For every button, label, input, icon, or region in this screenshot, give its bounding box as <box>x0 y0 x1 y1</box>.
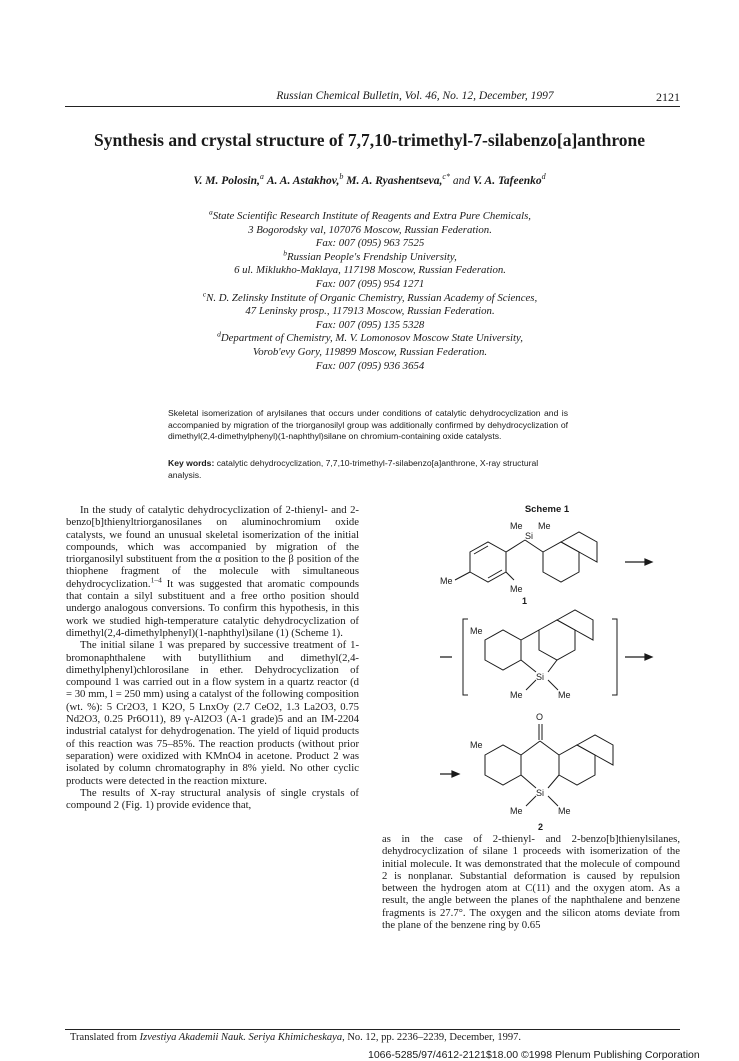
affiliation-line: Fax: 007 (095) 954 1271 <box>315 277 425 290</box>
page-number: 2121 <box>656 90 680 104</box>
author-affil-sup: b <box>339 172 344 182</box>
affiliation-sup: c <box>202 288 207 298</box>
methyl-label: Me <box>510 521 523 531</box>
affiliation-line: Fax: 007 (095) 936 3654 <box>315 359 425 372</box>
reaction-scheme <box>440 512 700 832</box>
affiliation-line <box>100 207 640 224</box>
affiliation-line: Vorob'evy Gory, 119899 Moscow, Russian Federation. <box>252 345 488 358</box>
scheme-title: Scheme 1 <box>524 504 570 515</box>
oxygen-label: O <box>536 712 544 722</box>
affiliation-text: Russian People's Frendship University, <box>286 250 457 263</box>
source-journal: Izvestiya Akademii Nauk. Seriya Khimicheskaya, <box>139 1032 345 1043</box>
paragraph-text: It was suggested that aromatic compounds that contain a silyl substituent and a free ortho position should undergo analogous conversions. To confirm this hypothesis, in this work we studied high-temperature catalytic dehydrocyclization of dimethyl(2,4-dimethylphenyl)(1-naphthyl)silane (1) (Scheme 1). <box>66 577 359 639</box>
methyl-label: Me <box>470 740 483 750</box>
affiliation-line: 47 Leninsky prosp., 117913 Moscow, Russian Federation. <box>245 305 495 318</box>
methyl-label: Me <box>510 806 523 816</box>
affiliation-text: State Scientific Research Institute of Reagents and Extra Pure Chemicals, <box>212 210 531 222</box>
paragraph-text: In the study of catalytic dehydrocyclization of 2-thienyl- and 2-benzo[b]thienyltriorganosilanes on aluminochromium oxide catalysts, we found an unusual skeletal isomerization of the initial compounds, which was accompanied by migration of the triorganosilyl substituent from the α position to the β position of the thiophene fragment of the molecule with simultaneous dehydrocyclization. <box>66 504 359 590</box>
body-paragraph: The results of X-ray structural analysis of single crystals of compound 2 (Fig. 1) provide evidence that, <box>66 786 359 812</box>
affiliation-text: Department of Chemistry, M. V. Lomonosov Moscow State University, <box>220 332 523 345</box>
journal-citation: Russian Chemical Bulletin, Vol. 46, No. 12, December, 1997 <box>276 90 554 102</box>
citation-ref: 1–4 <box>150 575 162 585</box>
keywords <box>168 458 568 481</box>
affiliation-line <box>100 329 640 346</box>
body-paragraph: as in the case of 2-thienyl- and 2-benzo[b]thienylsilanes, dehydrocyclization of silane 1 proceeds with isomerization of the initial molecule. It was demonstrated that the molecule of compound 2 is nonplanar. Substantial deformation is caused by repulsion between the hydrogen atom at C(11) and the oxygen atom. As a result, the angle between the planes of the naphthalene and benzene fragments is 27.7°. The oxygen and the silicon atoms deviate from the plane of the benzene ring by 0.65 <box>382 833 680 932</box>
arrow-icon <box>625 559 652 565</box>
abstract: Skeletal isomerization of arylsilanes that occurs under conditions of catalytic dehydrocyclization and is accompanied by migration of the triorganosilyl group was additionally confirmed by dehydrocyclization of dimethyl(2,4-dimethylphenyl)(1-naphthyl)silane on chromium-containing oxide catalysts. <box>168 408 568 442</box>
affiliation-line <box>100 248 640 265</box>
translation-note <box>70 1032 690 1043</box>
methyl-label: Me <box>510 584 523 594</box>
arrow-icon <box>440 654 652 660</box>
affiliation-sup: d <box>217 329 221 339</box>
body-column-left <box>66 504 359 811</box>
author-name: V. A. Tafeenko <box>473 175 542 187</box>
methyl-label: Me <box>510 690 523 700</box>
author-name: V. M. Polosin, <box>193 175 260 187</box>
author-affil-sup: a <box>259 172 264 182</box>
translation-prefix: Translated from <box>70 1032 137 1043</box>
affiliation-line: 3 Bogorodsky val, 107076 Moscow, Russian Federation. <box>248 223 492 236</box>
affiliation-text: N. D. Zelinsky Institute of Organic Chemistry, Russian Academy of Sciences, <box>206 291 538 304</box>
body-column-right <box>382 833 680 931</box>
compound-number: 1 <box>522 596 528 606</box>
keywords-text: catalytic dehydrocyclization, 7,7,10-trimethyl-7-silabenzo[a]anthrone, X-ray structural analysis. <box>168 458 539 480</box>
affiliation-line: Fax: 007 (095) 135 5328 <box>315 318 425 331</box>
article-title: Synthesis and crystal structure of 7,7,10-trimethyl-7-silabenzo[a]anthrone <box>93 130 646 150</box>
translation-suffix: No. 12, pp. 2236–2239, December, 1997. <box>347 1032 522 1043</box>
author-affil-sup: c* <box>442 172 451 182</box>
affiliation-line: 6 ul. Miklukho-Maklaya, 117198 Moscow, Russian Federation. <box>234 264 506 277</box>
author-list <box>60 172 679 187</box>
silicon-label: Si <box>525 531 534 541</box>
methyl-label: Me <box>538 521 551 531</box>
body-paragraph: The initial silane 1 was prepared by successive treatment of 1-bromonaphthalene with butyllithium and dimethyl(2,4-dimethylphenyl)chlorosilane in ether. Dehydrocyclization of compound 1 was carried out in a flow system in a quartz reactor (d = 30 mm, l = 250 mm) using a catalyst of the following composition (wt. %): 5 Cr2O3, 1 K2O, 5 LnxOy (2.7 CeO2, 1.3 La2O3, 0.75 Nd2O3, 0.25 Pr6O11), 89 γ-Al2O3 (A-1 grade)5 and an IM-2204 industrial catalyst for dehydrogenation. The yield of liquid products of this reaction was 75–85%. The reaction products (without prior separation) were oxidized with KMnO4 in acetone. Product 2 was isolated by column chromatography in 8% yield. No other cyclic products were detected in the reaction mixture. <box>66 639 359 787</box>
author-name: M. A. Ryashentseva, <box>346 175 443 187</box>
silicon-label: Si <box>536 672 545 682</box>
methyl-label: Me <box>470 626 483 636</box>
methyl-label: Me <box>558 690 571 700</box>
compound-2-structure <box>485 724 613 806</box>
affiliations <box>100 207 640 373</box>
keywords-label: Key words: <box>168 458 215 468</box>
author-affil-sup: d <box>541 172 546 182</box>
running-header <box>65 90 680 107</box>
silicon-label: Si <box>536 788 545 798</box>
body-paragraph <box>66 504 359 639</box>
author-name: A. A. Astakhov, <box>266 175 340 187</box>
compound-number: 2 <box>538 822 544 832</box>
author-conjunction: and <box>452 175 471 187</box>
affiliation-sup: b <box>283 248 287 258</box>
methyl-label: Me <box>558 806 571 816</box>
copyright-line: 1066-5285/97/4612-2121$18.00 ©1998 Plenum Publishing Corporation <box>368 1049 700 1061</box>
methyl-label: Me <box>440 576 453 586</box>
footer-rule <box>65 1029 680 1030</box>
affiliation-line: Fax: 007 (095) 963 7525 <box>315 237 425 250</box>
affiliation-sup: a <box>208 207 213 217</box>
intermediate-structure <box>463 610 617 695</box>
affiliation-line <box>100 288 640 306</box>
arrow-icon <box>440 771 459 777</box>
